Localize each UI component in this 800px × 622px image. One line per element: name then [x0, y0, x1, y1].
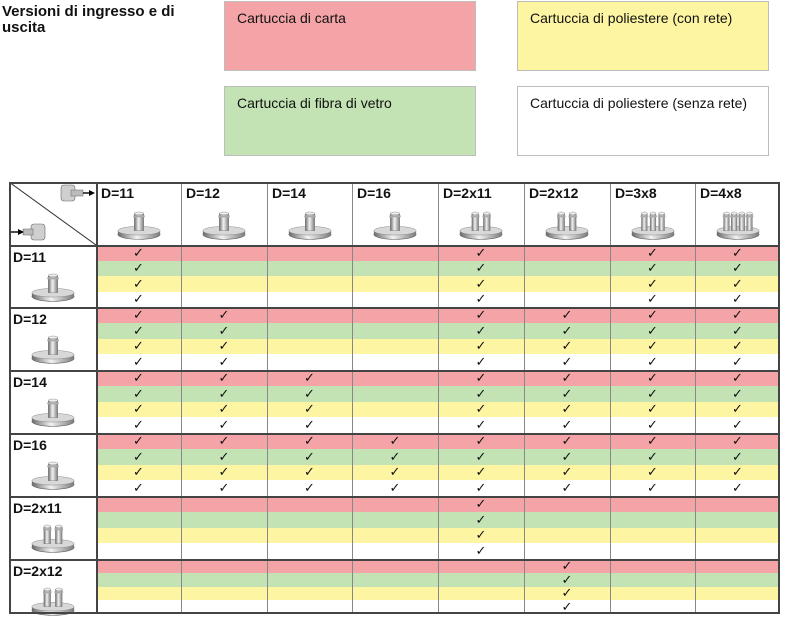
check-mark-icon: ✓ — [647, 260, 658, 276]
check-mark-icon: ✓ — [133, 275, 144, 291]
check-mark-icon: ✓ — [647, 480, 658, 496]
check-mark-icon: ✓ — [561, 354, 573, 370]
check-mark-icon: ✓ — [732, 369, 743, 385]
legend-polyester-net-cartridge — [517, 1, 769, 71]
check-mark-icon: ✓ — [647, 464, 658, 480]
legend-paper-cartridge — [224, 1, 476, 71]
check-mark-icon: ✓ — [475, 480, 487, 496]
check-mark-icon: ✓ — [732, 322, 743, 338]
check-mark-icon: ✓ — [133, 464, 144, 480]
check-mark-icon: ✓ — [647, 401, 658, 417]
check-mark-icon: ✓ — [732, 291, 743, 307]
check-mark-icon: ✓ — [732, 401, 743, 417]
row-header-label: D=2x11 — [13, 500, 62, 516]
check-mark-icon: ✓ — [732, 432, 743, 448]
check-mark-icon: ✓ — [561, 369, 573, 385]
check-mark-icon: ✓ — [732, 448, 743, 464]
check-mark-icon: ✓ — [647, 448, 658, 464]
check-mark-icon: ✓ — [133, 354, 144, 370]
row-header-label: D=2x12 — [13, 563, 63, 579]
check-mark-icon: ✓ — [561, 464, 573, 480]
check-mark-icon: ✓ — [475, 385, 487, 401]
check-mark-icon: ✓ — [561, 448, 573, 464]
check-mark-icon: ✓ — [647, 244, 658, 260]
check-mark-icon: ✓ — [304, 401, 315, 417]
check-mark-icon: ✓ — [389, 448, 401, 464]
check-mark-icon: ✓ — [304, 480, 315, 496]
check-mark-icon: ✓ — [218, 417, 230, 433]
check-mark-icon: ✓ — [475, 464, 487, 480]
check-mark-icon: ✓ — [475, 275, 487, 291]
check-mark-icon: ✓ — [389, 464, 401, 480]
legend-label: Cartuccia di carta — [237, 10, 346, 26]
check-mark-icon: ✓ — [732, 260, 743, 276]
check-mark-icon: ✓ — [475, 338, 487, 354]
check-mark-icon: ✓ — [732, 338, 743, 354]
check-mark-icon: ✓ — [647, 369, 658, 385]
check-mark-icon: ✓ — [389, 480, 401, 496]
check-mark-icon: ✓ — [133, 244, 144, 260]
matrix-border — [9, 182, 780, 614]
page-title: Versioni di ingresso e di uscita — [2, 3, 175, 36]
check-mark-icon: ✓ — [647, 354, 658, 370]
check-mark-icon: ✓ — [218, 354, 230, 370]
check-mark-icon: ✓ — [218, 401, 230, 417]
check-mark-icon: ✓ — [133, 260, 144, 276]
row-header-label: D=11 — [13, 249, 47, 265]
check-mark-icon: ✓ — [304, 464, 315, 480]
check-mark-icon: ✓ — [561, 306, 573, 322]
check-mark-icon: ✓ — [304, 448, 315, 464]
legend-label: Cartuccia di poliestere (con rete) — [530, 10, 733, 26]
check-mark-icon: ✓ — [475, 527, 487, 543]
row-header-label: D=16 — [13, 437, 47, 453]
column-header-label: D=2x11 — [443, 185, 492, 201]
check-mark-icon: ✓ — [475, 244, 487, 260]
check-mark-icon: ✓ — [133, 480, 144, 496]
check-mark-icon: ✓ — [647, 322, 658, 338]
check-mark-icon: ✓ — [133, 401, 144, 417]
column-header-label: D=2x12 — [529, 185, 579, 201]
check-mark-icon: ✓ — [732, 354, 743, 370]
check-mark-icon: ✓ — [561, 432, 573, 448]
check-mark-icon: ✓ — [133, 432, 144, 448]
check-mark-icon: ✓ — [475, 291, 487, 307]
check-mark-icon: ✓ — [732, 244, 743, 260]
check-mark-icon: ✓ — [218, 369, 230, 385]
check-mark-icon: ✓ — [732, 417, 743, 433]
check-mark-icon: ✓ — [647, 306, 658, 322]
check-mark-icon: ✓ — [732, 385, 743, 401]
check-mark-icon: ✓ — [218, 385, 230, 401]
column-header-label: D=3x8 — [615, 185, 657, 201]
column-header-label: D=12 — [186, 185, 220, 201]
check-mark-icon: ✓ — [475, 322, 487, 338]
check-mark-icon: ✓ — [475, 511, 487, 527]
column-header-label: D=14 — [272, 185, 306, 201]
row-header-label: D=14 — [13, 374, 47, 390]
check-mark-icon: ✓ — [561, 338, 573, 354]
check-mark-icon: ✓ — [475, 417, 487, 433]
check-mark-icon: ✓ — [647, 275, 658, 291]
check-mark-icon: ✓ — [561, 322, 573, 338]
check-mark-icon: ✓ — [218, 448, 230, 464]
check-mark-icon: ✓ — [475, 432, 487, 448]
check-mark-icon: ✓ — [561, 417, 573, 433]
check-mark-icon: ✓ — [133, 322, 144, 338]
check-mark-icon: ✓ — [732, 275, 743, 291]
check-mark-icon: ✓ — [218, 322, 230, 338]
check-mark-icon: ✓ — [133, 417, 144, 433]
check-mark-icon: ✓ — [561, 480, 573, 496]
check-mark-icon: ✓ — [133, 291, 144, 307]
compatibility-matrix — [9, 182, 780, 614]
check-mark-icon: ✓ — [647, 432, 658, 448]
check-mark-icon: ✓ — [732, 306, 743, 322]
check-mark-icon: ✓ — [647, 338, 658, 354]
check-mark-icon: ✓ — [218, 432, 230, 448]
check-mark-icon: ✓ — [647, 385, 658, 401]
check-mark-icon: ✓ — [475, 306, 487, 322]
check-mark-icon: ✓ — [561, 557, 573, 573]
check-mark-icon: ✓ — [475, 448, 487, 464]
check-mark-icon: ✓ — [218, 338, 230, 354]
check-mark-icon: ✓ — [304, 432, 315, 448]
check-mark-icon: ✓ — [732, 480, 743, 496]
check-mark-icon: ✓ — [133, 338, 144, 354]
check-mark-icon: ✓ — [475, 401, 487, 417]
check-mark-icon: ✓ — [304, 385, 315, 401]
check-mark-icon: ✓ — [218, 306, 230, 322]
check-mark-icon: ✓ — [561, 385, 573, 401]
check-mark-icon: ✓ — [389, 432, 401, 448]
column-header-label: D=11 — [101, 185, 135, 201]
check-mark-icon: ✓ — [647, 291, 658, 307]
check-mark-icon: ✓ — [133, 306, 144, 322]
check-mark-icon: ✓ — [475, 543, 487, 559]
check-mark-icon: ✓ — [218, 480, 230, 496]
check-mark-icon: ✓ — [304, 369, 315, 385]
row-header-label: D=12 — [13, 311, 47, 327]
column-header-label: D=4x8 — [700, 185, 742, 201]
check-mark-icon: ✓ — [304, 417, 315, 433]
check-mark-icon: ✓ — [133, 448, 144, 464]
check-mark-icon: ✓ — [218, 464, 230, 480]
check-mark-icon: ✓ — [732, 464, 743, 480]
check-mark-icon: ✓ — [475, 495, 487, 511]
check-mark-icon: ✓ — [133, 385, 144, 401]
check-mark-icon: ✓ — [647, 417, 658, 433]
column-header-label: D=16 — [357, 185, 391, 201]
legend-label: Cartuccia di fibra di vetro — [237, 95, 392, 111]
check-mark-icon: ✓ — [475, 354, 487, 370]
check-mark-icon: ✓ — [561, 585, 573, 601]
legend-glass-fiber-cartridge — [224, 86, 476, 156]
check-mark-icon: ✓ — [475, 260, 487, 276]
legend-label: Cartuccia di poliestere (senza rete) — [530, 95, 748, 111]
check-mark-icon: ✓ — [561, 571, 573, 587]
check-mark-icon: ✓ — [133, 369, 144, 385]
legend-polyester-nonet-cartridge — [517, 86, 769, 156]
check-mark-icon: ✓ — [561, 599, 573, 615]
check-mark-icon: ✓ — [475, 369, 487, 385]
check-mark-icon: ✓ — [561, 401, 573, 417]
